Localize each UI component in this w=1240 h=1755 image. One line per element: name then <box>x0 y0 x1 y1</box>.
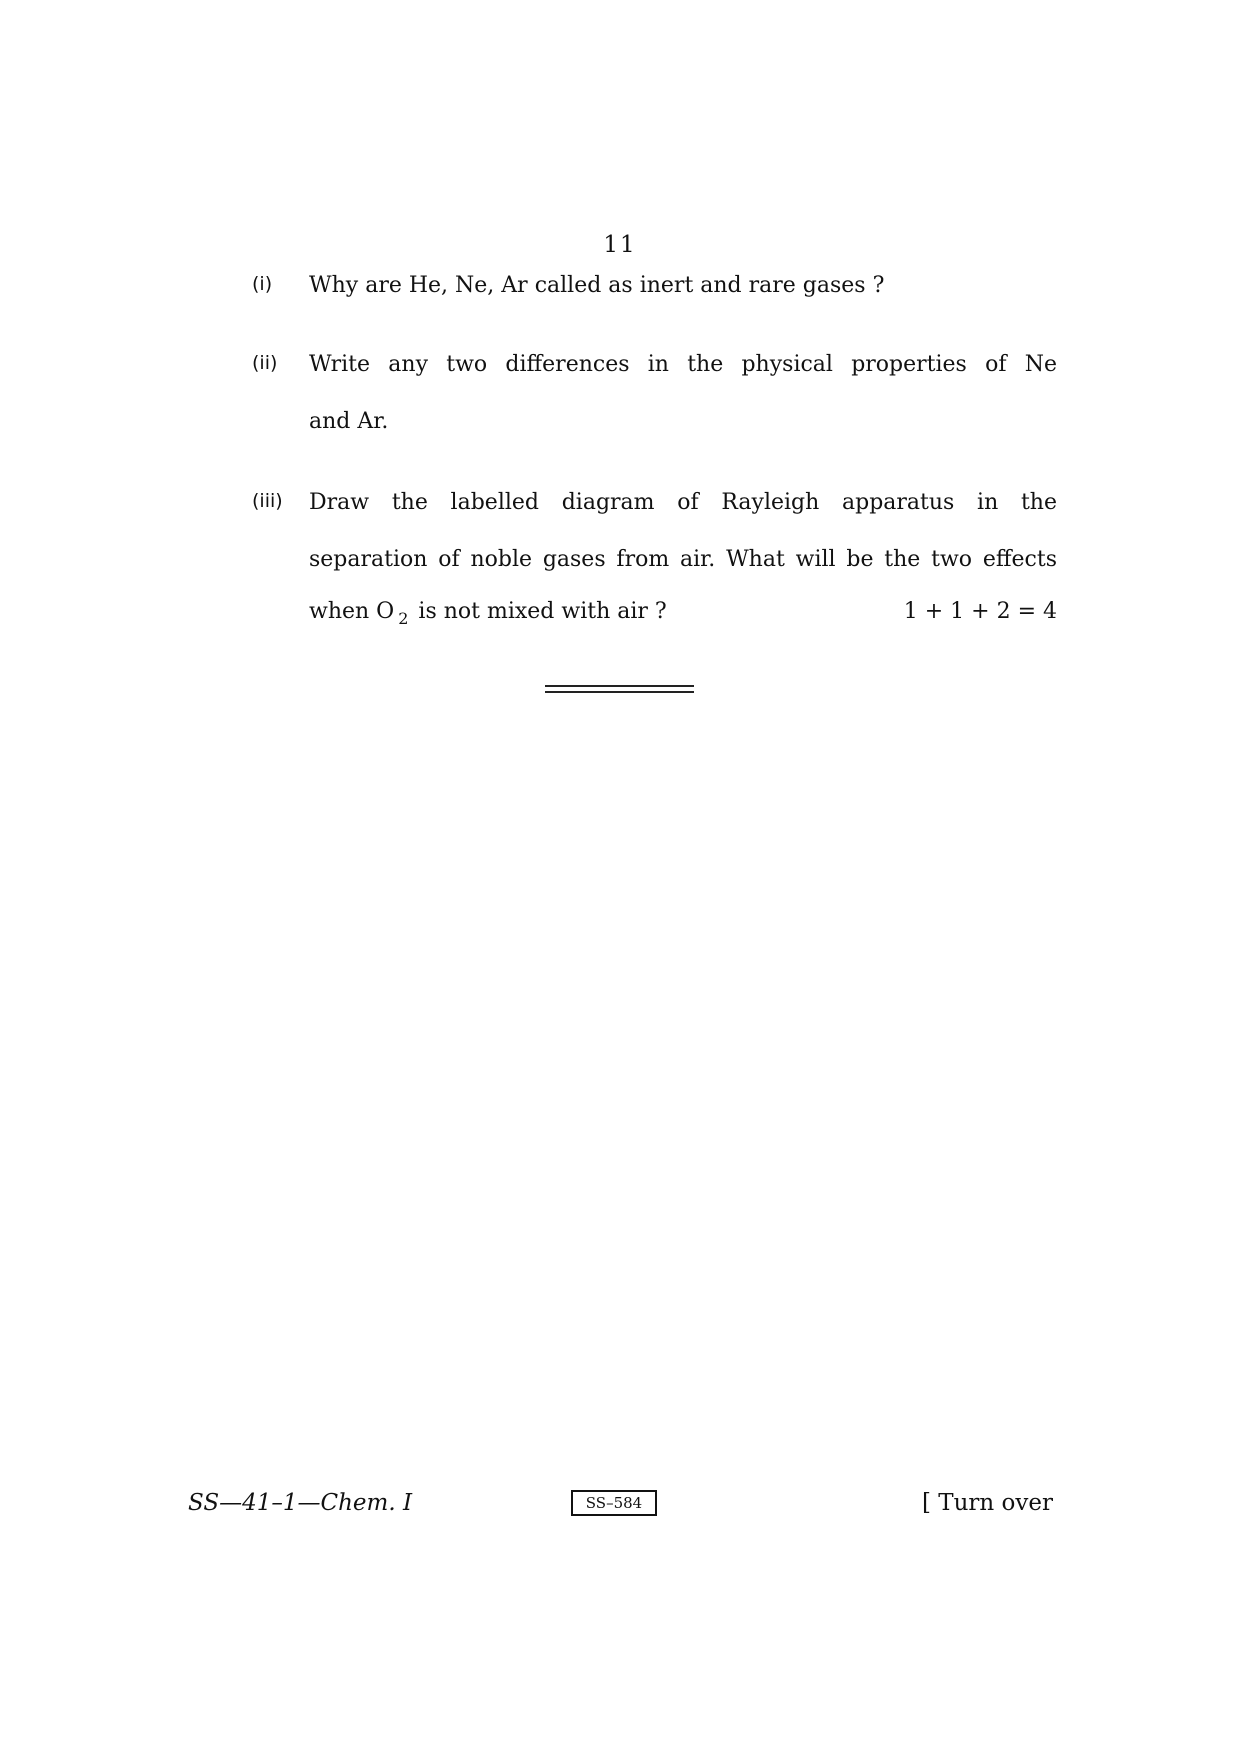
footer-turn-over: [ Turn over <box>921 1490 1053 1516</box>
footer-series-box: SS–584 <box>571 1490 657 1516</box>
oxygen-subscript: 2 <box>398 609 409 628</box>
page-number: 11 <box>603 232 637 258</box>
formula-text-after: is not mixed with air ? <box>418 599 667 624</box>
question-label: (iii) <box>252 490 283 512</box>
question-text-line: Write any two differences in the physical properties of Ne <box>309 352 1057 377</box>
footer-paper-code: SS—41–1—Chem. I <box>188 1490 413 1516</box>
marks-allocation: 1 + 1 + 2 = 4 <box>903 599 1057 624</box>
question-label: (i) <box>252 273 273 295</box>
formula-text-before: when O <box>309 599 395 624</box>
question-text-line: Draw the labelled diagram of Rayleigh apparatus in the <box>309 490 1057 515</box>
question-text-line-with-formula <box>309 599 1057 628</box>
question-label: (ii) <box>252 352 278 374</box>
question-text-line: separation of noble gases from air. What will be the two effects <box>309 547 1057 572</box>
question-text-line: and Ar. <box>309 409 389 434</box>
question-text-line: Why are He, Ne, Ar called as inert and rare gases ? <box>309 273 885 298</box>
end-of-section-double-rule <box>545 685 694 693</box>
